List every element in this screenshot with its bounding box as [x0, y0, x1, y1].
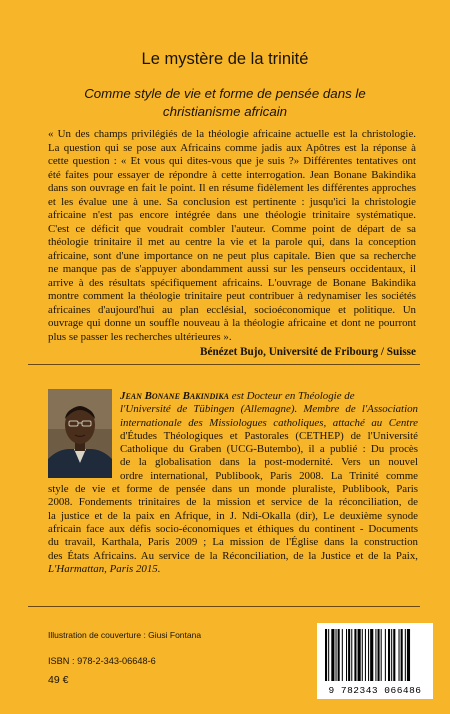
quote-line: africaine n'est pas encore intégrée dans une théologie trinitaire systématique. [48, 209, 416, 221]
quote-line: « Un des champs privilégiés de la théologie africaine actuelle est la christologie. [48, 128, 416, 140]
barcode [317, 623, 433, 699]
bio-line: l'Université de Tübingen (Allemagne). Membre de l'Association [120, 403, 418, 416]
bio-line: ordre international, Publibook, Paris 2008. La Trinité comme [120, 469, 418, 482]
bio-line: internationale des Missiologues catholiques, attaché au Centre [120, 416, 418, 429]
quote-line: été faites pour essayer de répondre à cette interrogation. Jean Bonane Bakindika [48, 168, 416, 181]
bio-line: 2008. Fondements trinitaires de la mission et service de la réconciliation, de [48, 496, 418, 509]
quote-line: africaines d'aujourd'hui au plan ecclésial, socioéconomique et politique. Un [48, 303, 416, 316]
back-cover-quote [48, 128, 416, 344]
bio-line: de la globalisation dans la post-modernité. Vers un nouvel [120, 456, 418, 469]
quote-line: C'est ce déficit que voudrait combler l'auteur. Comme point de départ de sa [48, 222, 416, 235]
divider [28, 606, 420, 607]
bio-line: d'Études Théologiques et Pastorales (CETHEP) de l'Université [120, 429, 418, 442]
quote-line: cette question : « Et vous qui dites-vous que je suis ?» Différentes tentatives ont [48, 155, 416, 167]
quote-line: plus se passer les recherches ultérieures ». [48, 330, 232, 343]
quote-line: La question qui se pose aux Africains comme jadis aux Apôtres est la réponse à [48, 141, 416, 154]
isbn: ISBN : 978-2-343-06648-6 [48, 656, 156, 666]
quote-line: montre comment la théologie trinitaire peut contribuer à redynamiser les sociétés [48, 290, 416, 302]
quote-line: arrive à des résultats spécifiquement africains. L'ouvrage de Bonane Bakindika [48, 276, 416, 289]
quote-line: dans son ouvrage en fait le point. Il en résume fidèlement les différentes approches [48, 182, 416, 194]
bio-line: Catholique du Graben (UCG-Butembo), il a publié : Du procès [120, 443, 418, 456]
price: 49 € [48, 674, 69, 686]
divider [28, 364, 420, 365]
quote-line: théologie trinitaire il met au centre la vie et la parole qui, dans la conception [48, 236, 416, 248]
bio-line: africain face aux défis socio-économiques et éthiques du continent - Documents [48, 522, 418, 535]
cover-credit: Illustration de couverture : Giusi Fontana [48, 630, 202, 640]
author-first-name: Jean [120, 390, 142, 402]
bio-line: du travail, Karthala, Paris 2009 ; La mission de l'Église dans la construction [48, 536, 418, 549]
quote-line: et les évalue une à une. Sa conclusion est pertinente : jusqu'ici la christologie [48, 195, 416, 208]
quote-line: ouvrage qui donne un souffle nouveau à la théologie africaine et dont ne pourront [48, 317, 416, 329]
quote-line: ne manque pas de s'appuyer abondamment aussi sur les penseurs occidentaux, il [48, 263, 416, 275]
author-last-name: Bonane Bakindika [144, 390, 230, 402]
author-bio [48, 390, 418, 576]
book-title: Le mystère de la trinité [141, 50, 309, 68]
bio-line [120, 390, 418, 403]
bio-line: style de vie et forme de pensée dans un monde pluraliste, Publibook, Paris [48, 483, 418, 496]
book-subtitle: Comme style de vie et forme de pensée dans le christianisme africain [84, 86, 366, 119]
barcode-number: 9 782343 066486 [328, 685, 422, 696]
quote-line: africaine, sont d'une importance on ne peut plus capitale. Bien que sa recherche [48, 249, 416, 262]
bio-line: L'Harmattan, Paris 2015. [48, 562, 161, 575]
bio-text: est Docteur en Théologie de [229, 390, 355, 402]
bio-line: des États Africains. Au service de la Réconciliation, de la Justice et de la Paix, [48, 549, 418, 562]
barcode-bars [317, 623, 433, 685]
quote-signature: Bénézet Bujo, Université de Fribourg / Suisse [200, 346, 416, 358]
bio-line: la justice et de la paix en Afrique, in J. Ndi-Okalla (dir), Le deuxième synode [48, 509, 418, 522]
